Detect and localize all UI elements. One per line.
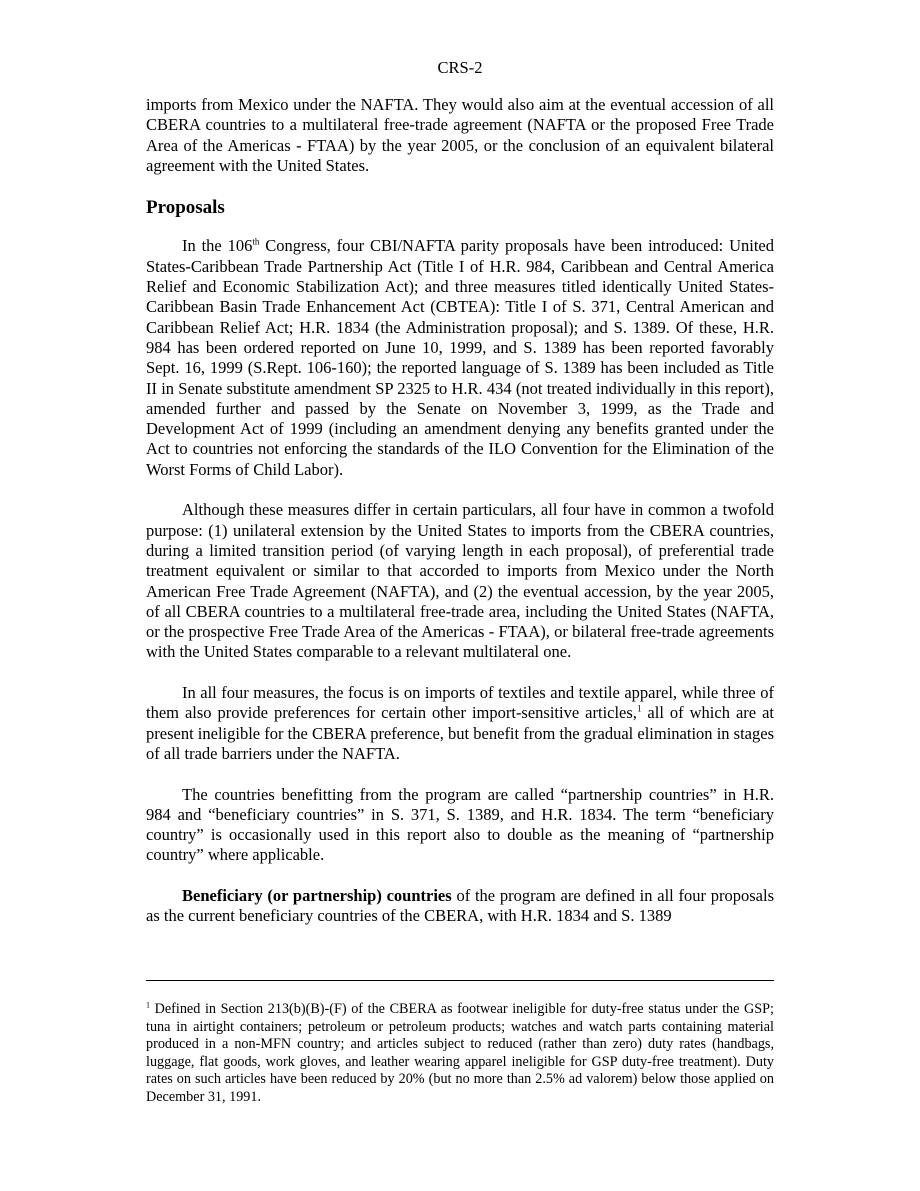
beneficiary-rest: of the program are defined in all four proposals as the current beneficiary countries of the CBERA, with H.R. 1834 and S. 1389 [146,885,774,926]
focus-lead: In all four measures, the focus is on imports of textiles and textile apparel, while three of them also provide preferences for certain other import-sensitive articles, [146,683,774,723]
footnote [146,1001,774,1107]
focus-paragraph [146,683,774,764]
footnote-marker: 1 [146,1000,150,1010]
body-text [146,95,774,947]
purpose-paragraph: Although these measures differ in certain particulars, all four have in common a twofold purpose: (1) unilateral extension by the United States to imports from the CBERA countries, during a limited transition period (of varying length in each proposal), of preferential trade treatment equivalent or similar to that accorded to imports from Mexico under the North American Free Trade Agreement (NAFTA), and (2) the eventual accession, by the year 2005, of all CBERA countries to a multilateral free-trade area, including the United States (NAFTA, or the prospective Free Trade Area of the Americas - FTAA), or bilateral free-trade agreements with the United States comparable to a relevant multilateral one. [146,500,774,662]
focus-rest: all of which are at present ineligible for the CBERA preference, but benefit from the gradual elimination in stages of all trade barriers under the NAFTA. [146,703,774,763]
footnote-text: Defined in Section 213(b)(B)-(F) of the CBERA as footwear ineligible for duty-free status under the GSP; tuna in airtight containers; petroleum or petroleum products; watches and watch parts containing material produced in a non-MFN country; and articles subject to reduced (rather than zero) duty rates (handbags, luggage, flat goods, work gloves, and leather wearing apparel ineligible for GSP duty-free treatment). Duty rates on such articles have been reduced by 20% (but no more than 2.5% ad valorem) below those applied on December 31, 1991. [146,1001,774,1105]
footnote-ref[interactable]: 1 [636,703,642,714]
proposals-paragraph [146,236,774,480]
proposals-lead: In the 106 [182,236,253,256]
footnote-divider [146,980,774,981]
page-number: CRS-2 [437,58,483,77]
intro-paragraph: imports from Mexico under the NAFTA. They would also aim at the eventual accession of all CBERA countries to a multilateral free-trade agreement (NAFTA or the proposed Free Trade Area of the Americas - FTAA) by the year 2005, or the conclusion of an equivalent bilateral agreement with the United States. [146,95,774,175]
countries-paragraph: The countries benefitting from the program are called “partnership countries” in H.R. 984 and “beneficiary countries” in S. 371, S. 1389, and H.R. 1834. The term “beneficiary country” is occasionally used in this report also to double as the meaning of “partnership country” where applicable. [146,784,774,865]
beneficiary-bold-lead: Beneficiary (or partnership) countries [182,885,452,905]
ordinal-superscript: th [252,236,260,247]
beneficiary-paragraph [146,886,774,927]
section-heading: Proposals [146,197,225,219]
proposals-rest: Congress, four CBI/NAFTA parity proposals have been introduced: United States-Caribbean Trade Partnership Act (Title I of H.R. 984, Caribbean and Central America Relief and Economic Stabilization Act); and three measures titled identically United States-Caribbean Basin Trade Enhancement Act (CBTEA): Title I of S. 371, Central American and Caribbean Relief Act; H.R. 1834 (the Administration proposal); and S. 1389. Of these, H.R. 984 has been ordered reported on June 10, 1999, and S. 1389 has been reported favorably Sept. 16, 1999 (S.Rept. 106-160); the reported language of S. 1389 has been included as Title II in Senate substitute amendment SP 2325 to H.R. 434 (not treated individually in this report), amended further and passed by the Senate on November 3, 1999, as the Trade and Development Act of 1999 (including an amendment denying any benefits granted under the Act to countries not enforcing the standards of the ILO Convention for the Elimination of the Worst Forms of Child Labor). [146,236,775,479]
